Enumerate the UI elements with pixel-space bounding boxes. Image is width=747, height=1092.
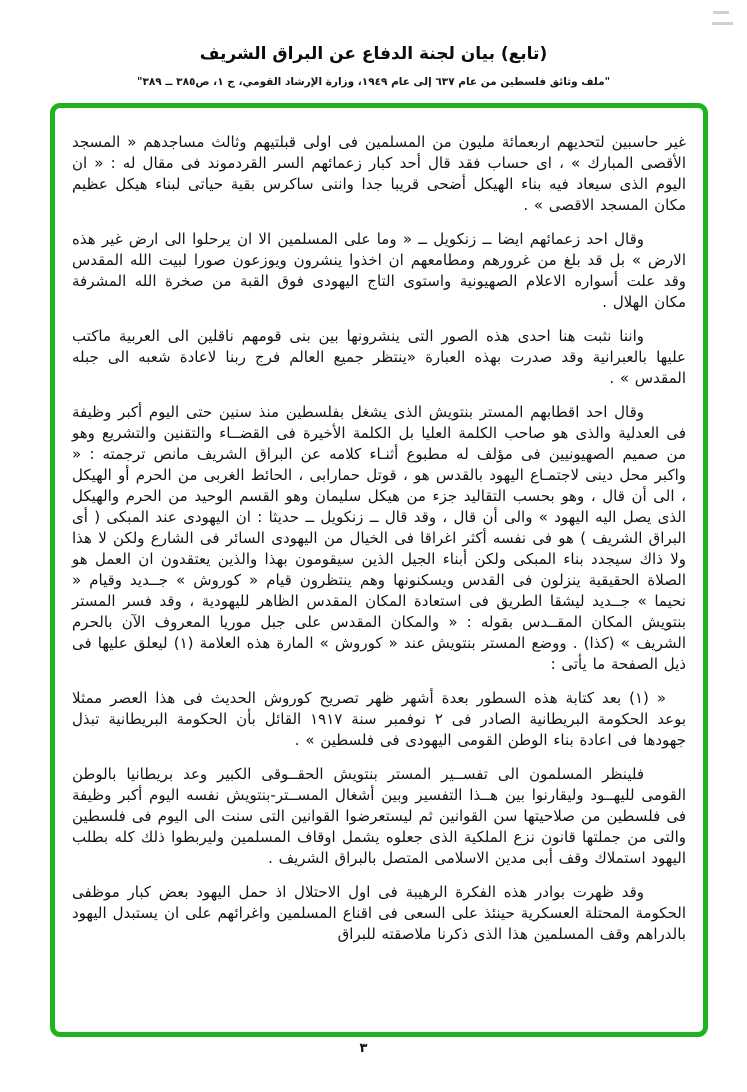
scan-artifact-mark — [712, 22, 733, 25]
green-border-frame — [50, 103, 708, 1037]
document-body — [72, 132, 686, 945]
footnote-paragraph: « (١) بعد كتابة هذه السطور بعدة أشهر ظهر تصريح كوروش الحديث فى هذا العصر ممثلا بوعد الحكومة البريطانية الصادر فى ٢ نوفمبر سنة ١٩١٧ القائل بأن الحكومة البريطانية تبذل جهودها فى اعادة بناء الوطن القومى اليهودى فى فلسطين » . — [72, 689, 686, 749]
page-subtitle: "ملف وثائق فلسطين من عام ٦٣٧ إلى عام ١٩٤٩، وزارة الإرشاد القومي، ج ١، ص٣٨٥ ــ ٣٨٩" — [136, 76, 611, 88]
paragraph: واننا نثبت هنا احدى هذه الصور التى ينشرونها بين بنى قومهم ناقلين الى العربية ماكتب عليها بالعبرانية وقد صدرت بهذه العبارة «ينتظر جميع العالم فرج ربنا لاعادة شعبه الى جبله المقدس » . — [72, 327, 686, 387]
scan-artifact-mark — [713, 11, 729, 14]
page-title: (تابع) بيان لجنة الدفاع عن البراق الشريف — [199, 44, 548, 64]
page-number: ٣ — [359, 1041, 368, 1056]
paragraph: وقال احد اقطابهم المستر بنتويش الذى يشغل بفلسطين منذ سنين حتى اليوم أكبر وظيفة فى العدلية والذى هو صاحب الكلمة العليا بل الكلمة الأخيرة فى القضــاء والتقنين والتشريع وهو من صميم الصهيونيين فى مؤلف له مطبوع أثنـاء كلامه عن البراق الشريف مانص ترجمته : « واكبر محل دينى لاجتمـاع اليهود بالقدس هو ، قوتل حمارابى ، الحائط الغربى من الحرم أو الهيكل ، الى أن قال ، وهو بحسب التقاليد جزء من هيكل سليمان وهو القسم الوحيد من الحرم والهيكل الذى يصل اليه اليهود » والى أن قال ، وقد قال ــ زنكويل ــ حديثا : ان اليهودى عند المبكى ( أى البراق الشريف ) هو فى نفسه أكثر اغراقا فى الخيال من اليهودى السائر فى الشارع ولكن لا هذا ولا ذاك سيجدد بناء المبكى ولكن أبناء الجيل الذين سيقومون بهذا والذين يعتقدون ان العمل هو الصلاة الحقيقية ينزلون فى القدس ويسكنونها وهم ينتظرون قيام « كوروش » جــديد وقيام « نحيما » جــديد ليشقا الطريق فى استعادة المكان المقدس الظاهر لليهودية ، وقد فسر المستر بنتويش المكان المقــدس بقوله : « والمكان المقدس على جبل موريا المعروف الآن بالحرم الشريف » (كذا) . ووضع المستر بنتويش عند « كوروش » المارة هذه العلامة (١) ليعلق عليها فى ذيل الصفحة ما يأتى : — [72, 403, 686, 673]
paragraph: غير حاسبين لتحديهم اربعمائة مليون من المسلمين فى اولى قبلتيهم وثالث مساجدهم « المسجد الأقصى المبارك » ، اى حساب فقد قال أحد كبار زعمائهم السر القردموند فى مقال له : « ان اليوم الذى سيعاد فيه بناء الهيكل أضحى قريبا جدا واننى ساكرس بقية حياتى لبناء هيكل عظيم مكان المسجد الاقصى » . — [72, 133, 686, 214]
paragraph: فلينظر المسلمون الى تفســير المستر بنتويش الحقــوقى الكبير وعد بريطانيا بالوطن القومى لليهــود وليقارنوا بين هــذا التفسير وبين أشغال المســتر-بنتويش نفسه اليوم أكبر وظيفة فى فلسطين من صلاحيتها سن القوانين ثم ليستعرضوا القوانين التى سنت الى اليوم فى فلسطين والتى من جملتها قانون نزع الملكية الذى جعلوه يشمل اوقاف المسلمين وليربطوا ذلك كله بطلب اليهود استملاك وقف أبى مدين الاسلامى المتصل بالبراق الشريف . — [72, 765, 686, 867]
paragraph: وقد ظهرت بوادر هذه الفكرة الرهيبة فى اول الاحتلال اذ حمل اليهود بعض كبار موظفى الحكومة المحتلة العسكرية حينئذ على السعى فى اقناع المسلمين واغرائهم على ان يستبدل اليهود بالدراهم وقف المسلمين هذا الذى ذكرنا ملاصقته للبراق — [72, 883, 686, 943]
paragraph: وقال احد زعمائهم ايضا ــ زنكويل ــ « وما على المسلمين الا ان يرحلوا الى ارض غير هذه الارض » بل قد بلغ من غرورهم ومطامعهم ان اخذوا ينشرون ويوزعون صورا لبيت الله المقدس وقد علت أسواره الاعلام الصهيونية واستوى التاج اليهودى فوق القبة من صخرة الله المشرفة مكان الهلال . — [72, 230, 686, 311]
